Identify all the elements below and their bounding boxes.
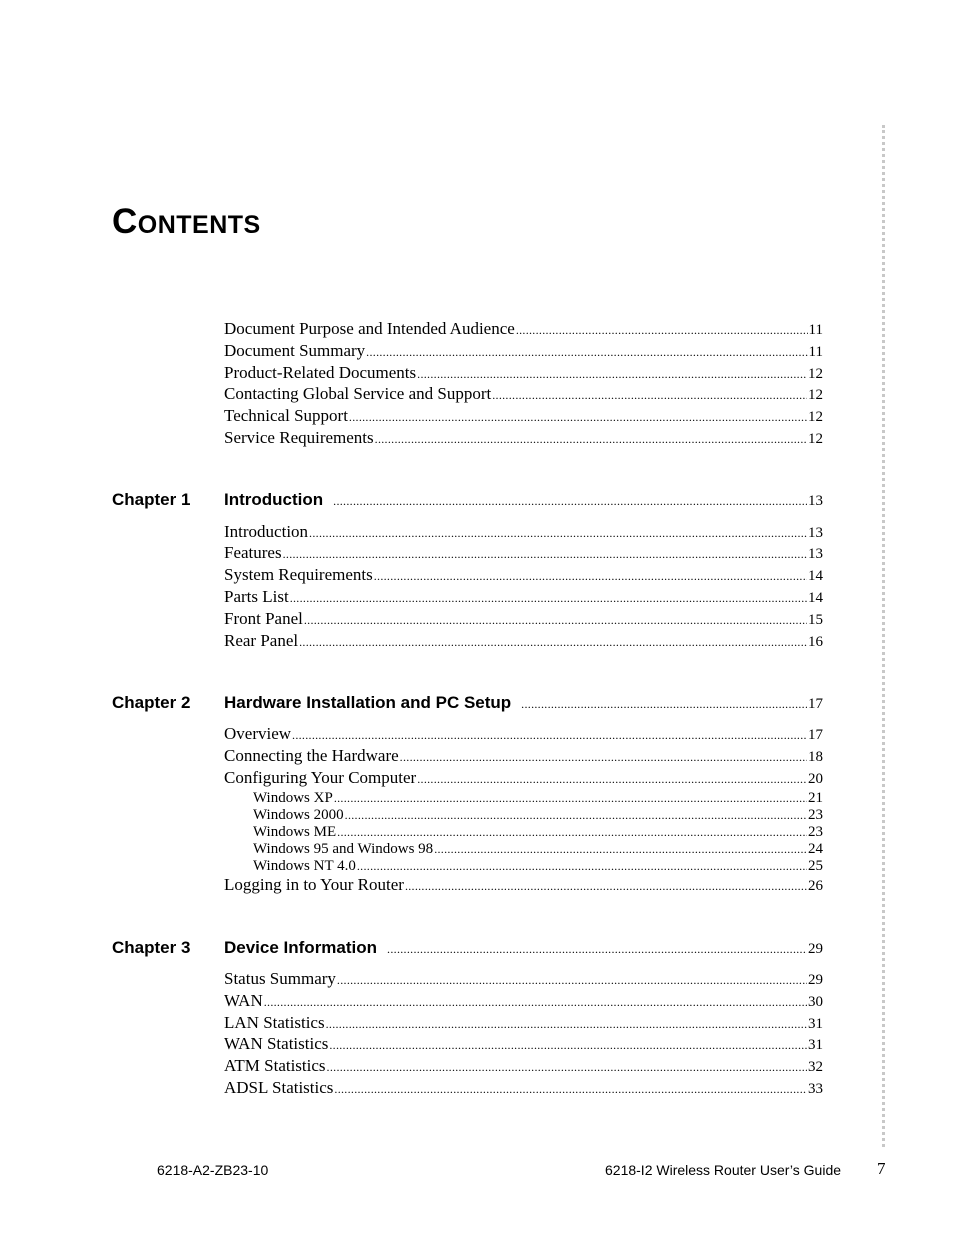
toc-entry-text: Windows XP <box>253 790 333 806</box>
footer-doc-number: 6218-A2-ZB23-10 <box>157 1162 269 1178</box>
toc-entry-text: Status Summary <box>224 969 336 988</box>
toc-subentry[interactable] <box>253 858 823 875</box>
toc-subentry[interactable] <box>253 807 823 824</box>
toc-page-number: 12 <box>808 409 823 425</box>
toc-entry[interactable] <box>224 723 823 746</box>
toc-entry[interactable] <box>224 1077 823 1100</box>
toc-page-number: 26 <box>808 878 823 894</box>
toc-entry[interactable] <box>224 1055 823 1078</box>
toc-page-number: 23 <box>808 807 823 823</box>
chapter-label: Chapter 3 <box>112 938 191 957</box>
dot-leader <box>434 841 807 858</box>
dot-leader <box>374 565 807 587</box>
toc-entry-text: Windows ME <box>253 824 337 840</box>
toc-page-number: 24 <box>808 841 823 857</box>
dot-leader <box>290 587 807 609</box>
toc-page-number: 11 <box>808 322 823 338</box>
dot-leader <box>521 693 807 715</box>
toc-page-number: 13 <box>808 525 823 541</box>
toc-entry[interactable] <box>224 362 823 385</box>
toc-entry-text: Configuring Your Computer <box>224 768 417 787</box>
dot-leader <box>337 969 807 991</box>
dot-leader <box>329 1034 807 1056</box>
toc-page-number: 13 <box>808 546 823 562</box>
toc-entry[interactable] <box>224 521 823 544</box>
chapter-title: Device Information <box>224 938 378 957</box>
toc-entry[interactable] <box>224 542 823 565</box>
toc-page-number: 30 <box>808 994 823 1010</box>
toc-entry-text: Introduction <box>224 522 309 541</box>
toc-entry-text: ADSL Statistics <box>224 1078 334 1097</box>
footer-guide-title: 6218-I2 Wireless Router User’s Guide <box>605 1162 842 1178</box>
toc-page-number: 12 <box>808 387 823 403</box>
toc-entry-text: Windows 95 and Windows 98 <box>253 841 434 857</box>
dot-leader <box>334 790 807 807</box>
toc-page-number: 14 <box>808 590 823 606</box>
toc-page-number: 11 <box>808 344 823 360</box>
toc-entry[interactable] <box>224 745 823 768</box>
toc-entry-text: Features <box>224 543 282 562</box>
toc-page-number: 23 <box>808 824 823 840</box>
toc-entry[interactable] <box>224 405 823 428</box>
dot-leader <box>327 1056 807 1078</box>
chapter-title: Introduction <box>224 490 324 509</box>
toc-entry-text: Front Panel <box>224 609 303 628</box>
toc-entry-text: Document Summary <box>224 341 366 360</box>
dot-leader <box>333 490 807 512</box>
toc-page-number: 29 <box>808 941 823 957</box>
dot-leader <box>337 824 807 841</box>
toc-page-number: 29 <box>808 972 823 988</box>
toc-page-number: 17 <box>808 696 823 712</box>
dot-leader <box>492 384 807 406</box>
dot-leader <box>400 746 807 768</box>
page-title: Contents <box>112 202 261 241</box>
toc-entry[interactable] <box>224 990 823 1013</box>
toc-entry[interactable] <box>224 1033 823 1056</box>
toc-entry[interactable] <box>224 318 823 341</box>
toc-entry-text: WAN Statistics <box>224 1034 329 1053</box>
toc-page-number: 21 <box>808 790 823 806</box>
toc-entry-text: ATM Statistics <box>224 1056 326 1075</box>
toc-subentry[interactable] <box>253 790 823 807</box>
toc-entry[interactable] <box>224 586 823 609</box>
dot-leader <box>345 807 807 824</box>
toc-entry-text: Rear Panel <box>224 631 299 650</box>
toc-entry-text: Contacting Global Service and Support <box>224 384 492 403</box>
dot-leader <box>357 858 807 875</box>
dot-leader <box>375 428 807 450</box>
toc-page-number: 18 <box>808 749 823 765</box>
toc-entry-text: Overview <box>224 724 292 743</box>
toc-entry-text: Product-Related Documents <box>224 363 417 382</box>
toc-page-number: 31 <box>808 1016 823 1032</box>
toc-entry[interactable] <box>224 608 823 631</box>
toc-entry[interactable] <box>224 1012 823 1035</box>
toc-entry-text: Parts List <box>224 587 289 606</box>
toc-page-number: 33 <box>808 1081 823 1097</box>
dot-leader <box>516 319 808 341</box>
toc-page-number: 32 <box>808 1059 823 1075</box>
toc-page-number: 31 <box>808 1037 823 1053</box>
dot-leader <box>405 875 807 897</box>
toc-entry[interactable] <box>224 630 823 653</box>
toc-page-number: 17 <box>808 727 823 743</box>
dot-leader <box>349 406 807 428</box>
toc-entry-text: LAN Statistics <box>224 1013 325 1032</box>
toc-entry-text: Windows 2000 <box>253 807 344 823</box>
margin-dotted-rule <box>882 125 885 1147</box>
chapter-title: Hardware Installation and PC Setup <box>224 693 512 712</box>
toc-subentry[interactable] <box>253 841 823 858</box>
toc-entry-text: Logging in to Your Router <box>224 875 404 894</box>
toc-page-number: 14 <box>808 568 823 584</box>
toc-entry-text: WAN <box>224 991 263 1010</box>
dot-leader <box>283 543 807 565</box>
toc-page-number: 16 <box>808 634 823 650</box>
dot-leader <box>292 724 807 746</box>
toc-page-number: 12 <box>808 431 823 447</box>
dot-leader <box>299 631 807 653</box>
toc-page-number: 12 <box>808 366 823 382</box>
toc-entry[interactable] <box>224 874 823 897</box>
toc-entry[interactable] <box>224 767 823 790</box>
chapter-label: Chapter 1 <box>112 490 191 509</box>
toc-entry[interactable] <box>224 340 823 363</box>
toc-entry[interactable] <box>224 427 823 450</box>
toc-page-number: 15 <box>808 612 823 628</box>
toc-entry-text: Windows NT 4.0 <box>253 858 356 874</box>
footer-page-number: 7 <box>877 1159 886 1178</box>
dot-leader <box>417 768 807 790</box>
toc-page-number: 25 <box>808 858 823 874</box>
toc-entry[interactable] <box>224 383 823 406</box>
dot-leader <box>387 938 807 960</box>
dot-leader <box>417 363 807 385</box>
chapter-heading[interactable] <box>224 489 823 512</box>
dot-leader <box>304 609 807 631</box>
toc-page-number: 13 <box>808 493 823 509</box>
toc-entry-text: System Requirements <box>224 565 373 584</box>
toc-subentry[interactable] <box>253 824 823 841</box>
chapter-label: Chapter 2 <box>112 693 191 712</box>
dot-leader <box>334 1078 807 1100</box>
toc-entry-text: Document Purpose and Intended Audience <box>224 319 515 338</box>
dot-leader <box>366 341 807 363</box>
chapter-heading[interactable] <box>224 692 823 715</box>
chapter-heading[interactable] <box>224 937 823 960</box>
toc-entry-text: Connecting the Hardware <box>224 746 399 765</box>
toc-entry[interactable] <box>224 968 823 991</box>
dot-leader <box>326 1013 807 1035</box>
toc-page-number: 20 <box>808 771 823 787</box>
toc-entry[interactable] <box>224 564 823 587</box>
toc-entry-text: Technical Support <box>224 406 348 425</box>
dot-leader <box>309 522 807 544</box>
toc-entry-text: Service Requirements <box>224 428 374 447</box>
dot-leader <box>264 991 807 1013</box>
